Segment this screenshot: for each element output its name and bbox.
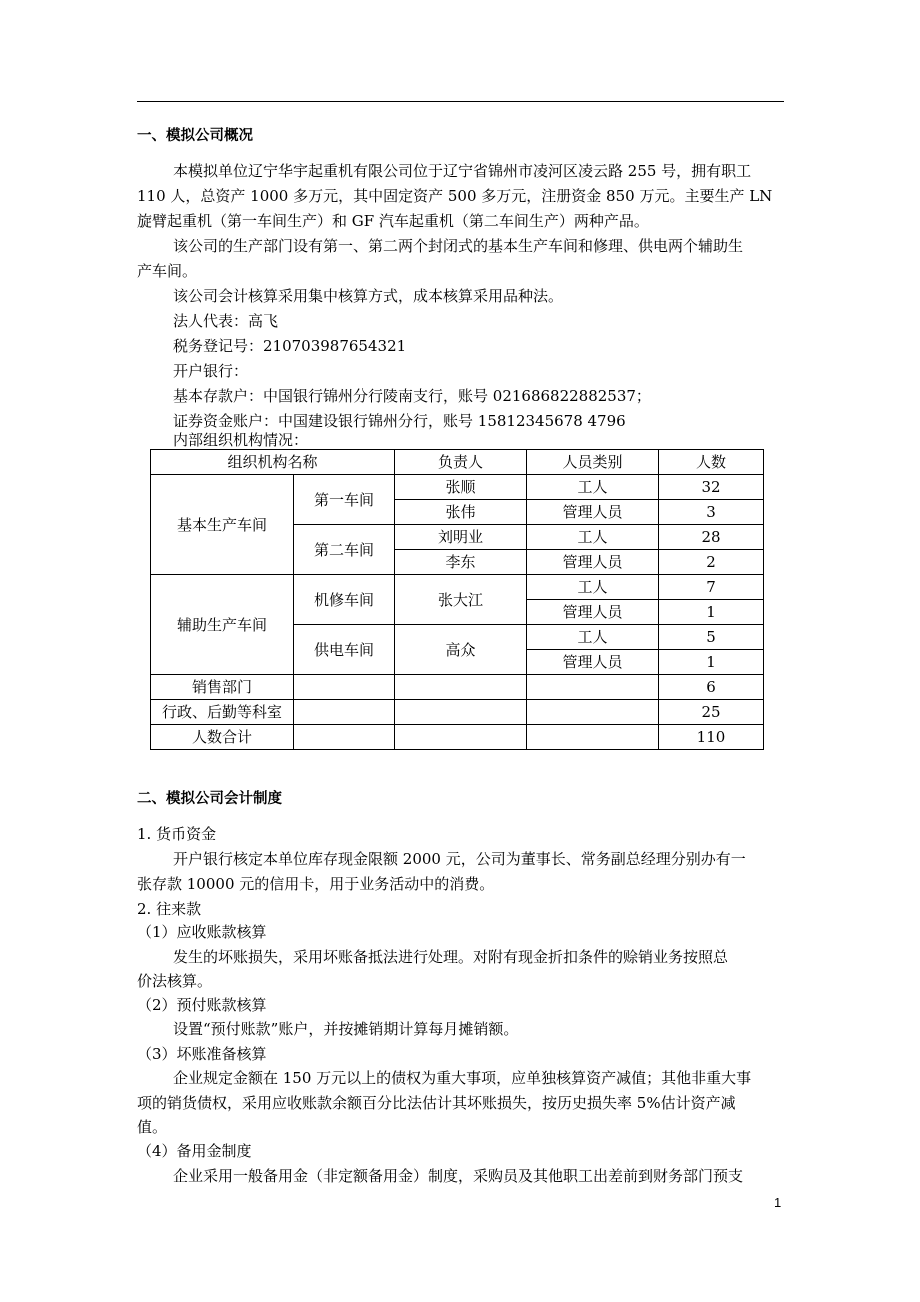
legal-representative: 法人代表：高飞 <box>173 312 279 330</box>
table-cell: 张大江 <box>395 575 527 625</box>
list-item: 1. 货币资金 <box>137 825 217 843</box>
paragraph-line: 企业采用一般备用金（非定额备用金）制度，采购员及其他职工出差前到财务部门预支 <box>173 1167 744 1185</box>
table-header-cell: 人员类别 <box>527 450 659 475</box>
table-cell: 2 <box>659 550 764 575</box>
table-row <box>151 575 764 600</box>
table-cell: 7 <box>659 575 764 600</box>
tax-registration-number: 税务登记号：210703987654321 <box>173 337 407 355</box>
table-cell <box>294 675 395 700</box>
table-row <box>151 700 764 725</box>
securities-account: 证券资金账户：中国建设银行锦州分行，账号 15812345678 4796 <box>173 412 626 430</box>
table-cell: 机修车间 <box>294 575 395 625</box>
table-cell: 110 <box>659 725 764 750</box>
list-item: 2. 往来款 <box>137 900 202 918</box>
table-cell: 销售部门 <box>151 675 294 700</box>
table-cell: 高众 <box>395 625 527 675</box>
table-cell: 管理人员 <box>527 550 659 575</box>
org-table <box>150 449 764 750</box>
table-header-cell: 负责人 <box>395 450 527 475</box>
paragraph-line: 价法核算。 <box>137 972 213 990</box>
table-cell: 基本生产车间 <box>151 475 294 575</box>
table-cell <box>294 725 395 750</box>
paragraph-line: 张存款 10000 元的信用卡，用于业务活动中的消费。 <box>137 875 495 893</box>
table-cell: 6 <box>659 675 764 700</box>
paragraph-line: 110 人，总资产 1000 多万元，其中固定资产 500 多万元，注册资金 850 万元。主要生产 LN <box>137 187 773 205</box>
paragraph-line: 发生的坏账损失，采用坏账备抵法进行处理。对附有现金折扣条件的赊销业务按照总 <box>173 948 729 966</box>
table-cell: 管理人员 <box>527 650 659 675</box>
table-cell: 工人 <box>527 625 659 650</box>
table-cell <box>527 725 659 750</box>
table-cell: 人数合计 <box>151 725 294 750</box>
paragraph-line: 该公司会计核算采用集中核算方式，成本核算采用品种法。 <box>173 287 564 305</box>
table-cell: 张顺 <box>395 475 527 500</box>
table-cell: 1 <box>659 650 764 675</box>
paragraph-line: 该公司的生产部门设有第一、第二两个封闭式的基本生产车间和修理、供电两个辅助生 <box>173 237 744 255</box>
org-heading: 内部组织机构情况： <box>173 431 309 449</box>
page-number: 1 <box>774 1195 782 1210</box>
table-cell: 辅助生产车间 <box>151 575 294 675</box>
table-row <box>151 475 764 500</box>
table-header-cell: 组织机构名称 <box>151 450 395 475</box>
paragraph-line: 值。 <box>137 1118 168 1136</box>
table-cell: 刘明业 <box>395 525 527 550</box>
table-cell <box>294 700 395 725</box>
section1-title: 一、模拟公司概况 <box>137 128 253 144</box>
table-cell: 工人 <box>527 475 659 500</box>
table-header-row <box>151 450 764 475</box>
table-row <box>151 675 764 700</box>
paragraph-line: 企业规定金额在 150 万元以上的债权为重大事项，应单独核算资产减值；其他非重大事 <box>173 1069 752 1087</box>
sub-heading: （1）应收账款核算 <box>137 923 267 941</box>
paragraph-line: 旋臂起重机（第一车间生产）和 GF 汽车起重机（第二车间生产）两种产品。 <box>137 212 649 230</box>
table-cell: 管理人员 <box>527 600 659 625</box>
paragraph-line: 设置“预付账款”账户，并按摊销期计算每月摊销额。 <box>173 1020 519 1038</box>
table-cell: 管理人员 <box>527 500 659 525</box>
table-cell <box>395 675 527 700</box>
table-cell: 工人 <box>527 525 659 550</box>
table-cell: 张伟 <box>395 500 527 525</box>
header-rule <box>137 101 784 102</box>
basic-deposit-account: 基本存款户：中国银行锦州分行陵南支行，账号 021686822882537； <box>173 387 651 405</box>
table-cell: 25 <box>659 700 764 725</box>
table-cell: 工人 <box>527 575 659 600</box>
table-cell: 供电车间 <box>294 625 395 675</box>
table-cell: 1 <box>659 600 764 625</box>
table-cell: 3 <box>659 500 764 525</box>
table-cell <box>527 700 659 725</box>
table-row <box>151 725 764 750</box>
section2-title: 二、模拟公司会计制度 <box>137 791 282 807</box>
table-cell: 第二车间 <box>294 525 395 575</box>
sub-heading: （4）备用金制度 <box>137 1142 252 1160</box>
table-cell <box>395 725 527 750</box>
table-cell: 第一车间 <box>294 475 395 525</box>
table-cell: 32 <box>659 475 764 500</box>
table-cell: 行政、后勤等科室 <box>151 700 294 725</box>
paragraph-line: 本模拟单位辽宁华宇起重机有限公司位于辽宁省锦州市凌河区凌云路 255 号，拥有职工 <box>173 162 752 180</box>
table-cell <box>395 700 527 725</box>
table-header-cell: 人数 <box>659 450 764 475</box>
sub-heading: （3）坏账准备核算 <box>137 1045 267 1063</box>
paragraph-line: 产车间。 <box>137 262 198 280</box>
table-cell <box>527 675 659 700</box>
paragraph-line: 项的销货债权，采用应收账款余额百分比法估计其坏账损失，按历史损失率 5%估计资产减 <box>137 1094 736 1112</box>
table-cell: 5 <box>659 625 764 650</box>
paragraph-line: 开户银行核定本单位库存现金限额 2000 元，公司为董事长、常务副总经理分别办有一 <box>173 850 746 868</box>
sub-heading: （2）预付账款核算 <box>137 996 267 1014</box>
table-cell: 28 <box>659 525 764 550</box>
table-cell: 李东 <box>395 550 527 575</box>
bank-heading: 开户银行： <box>173 362 249 380</box>
